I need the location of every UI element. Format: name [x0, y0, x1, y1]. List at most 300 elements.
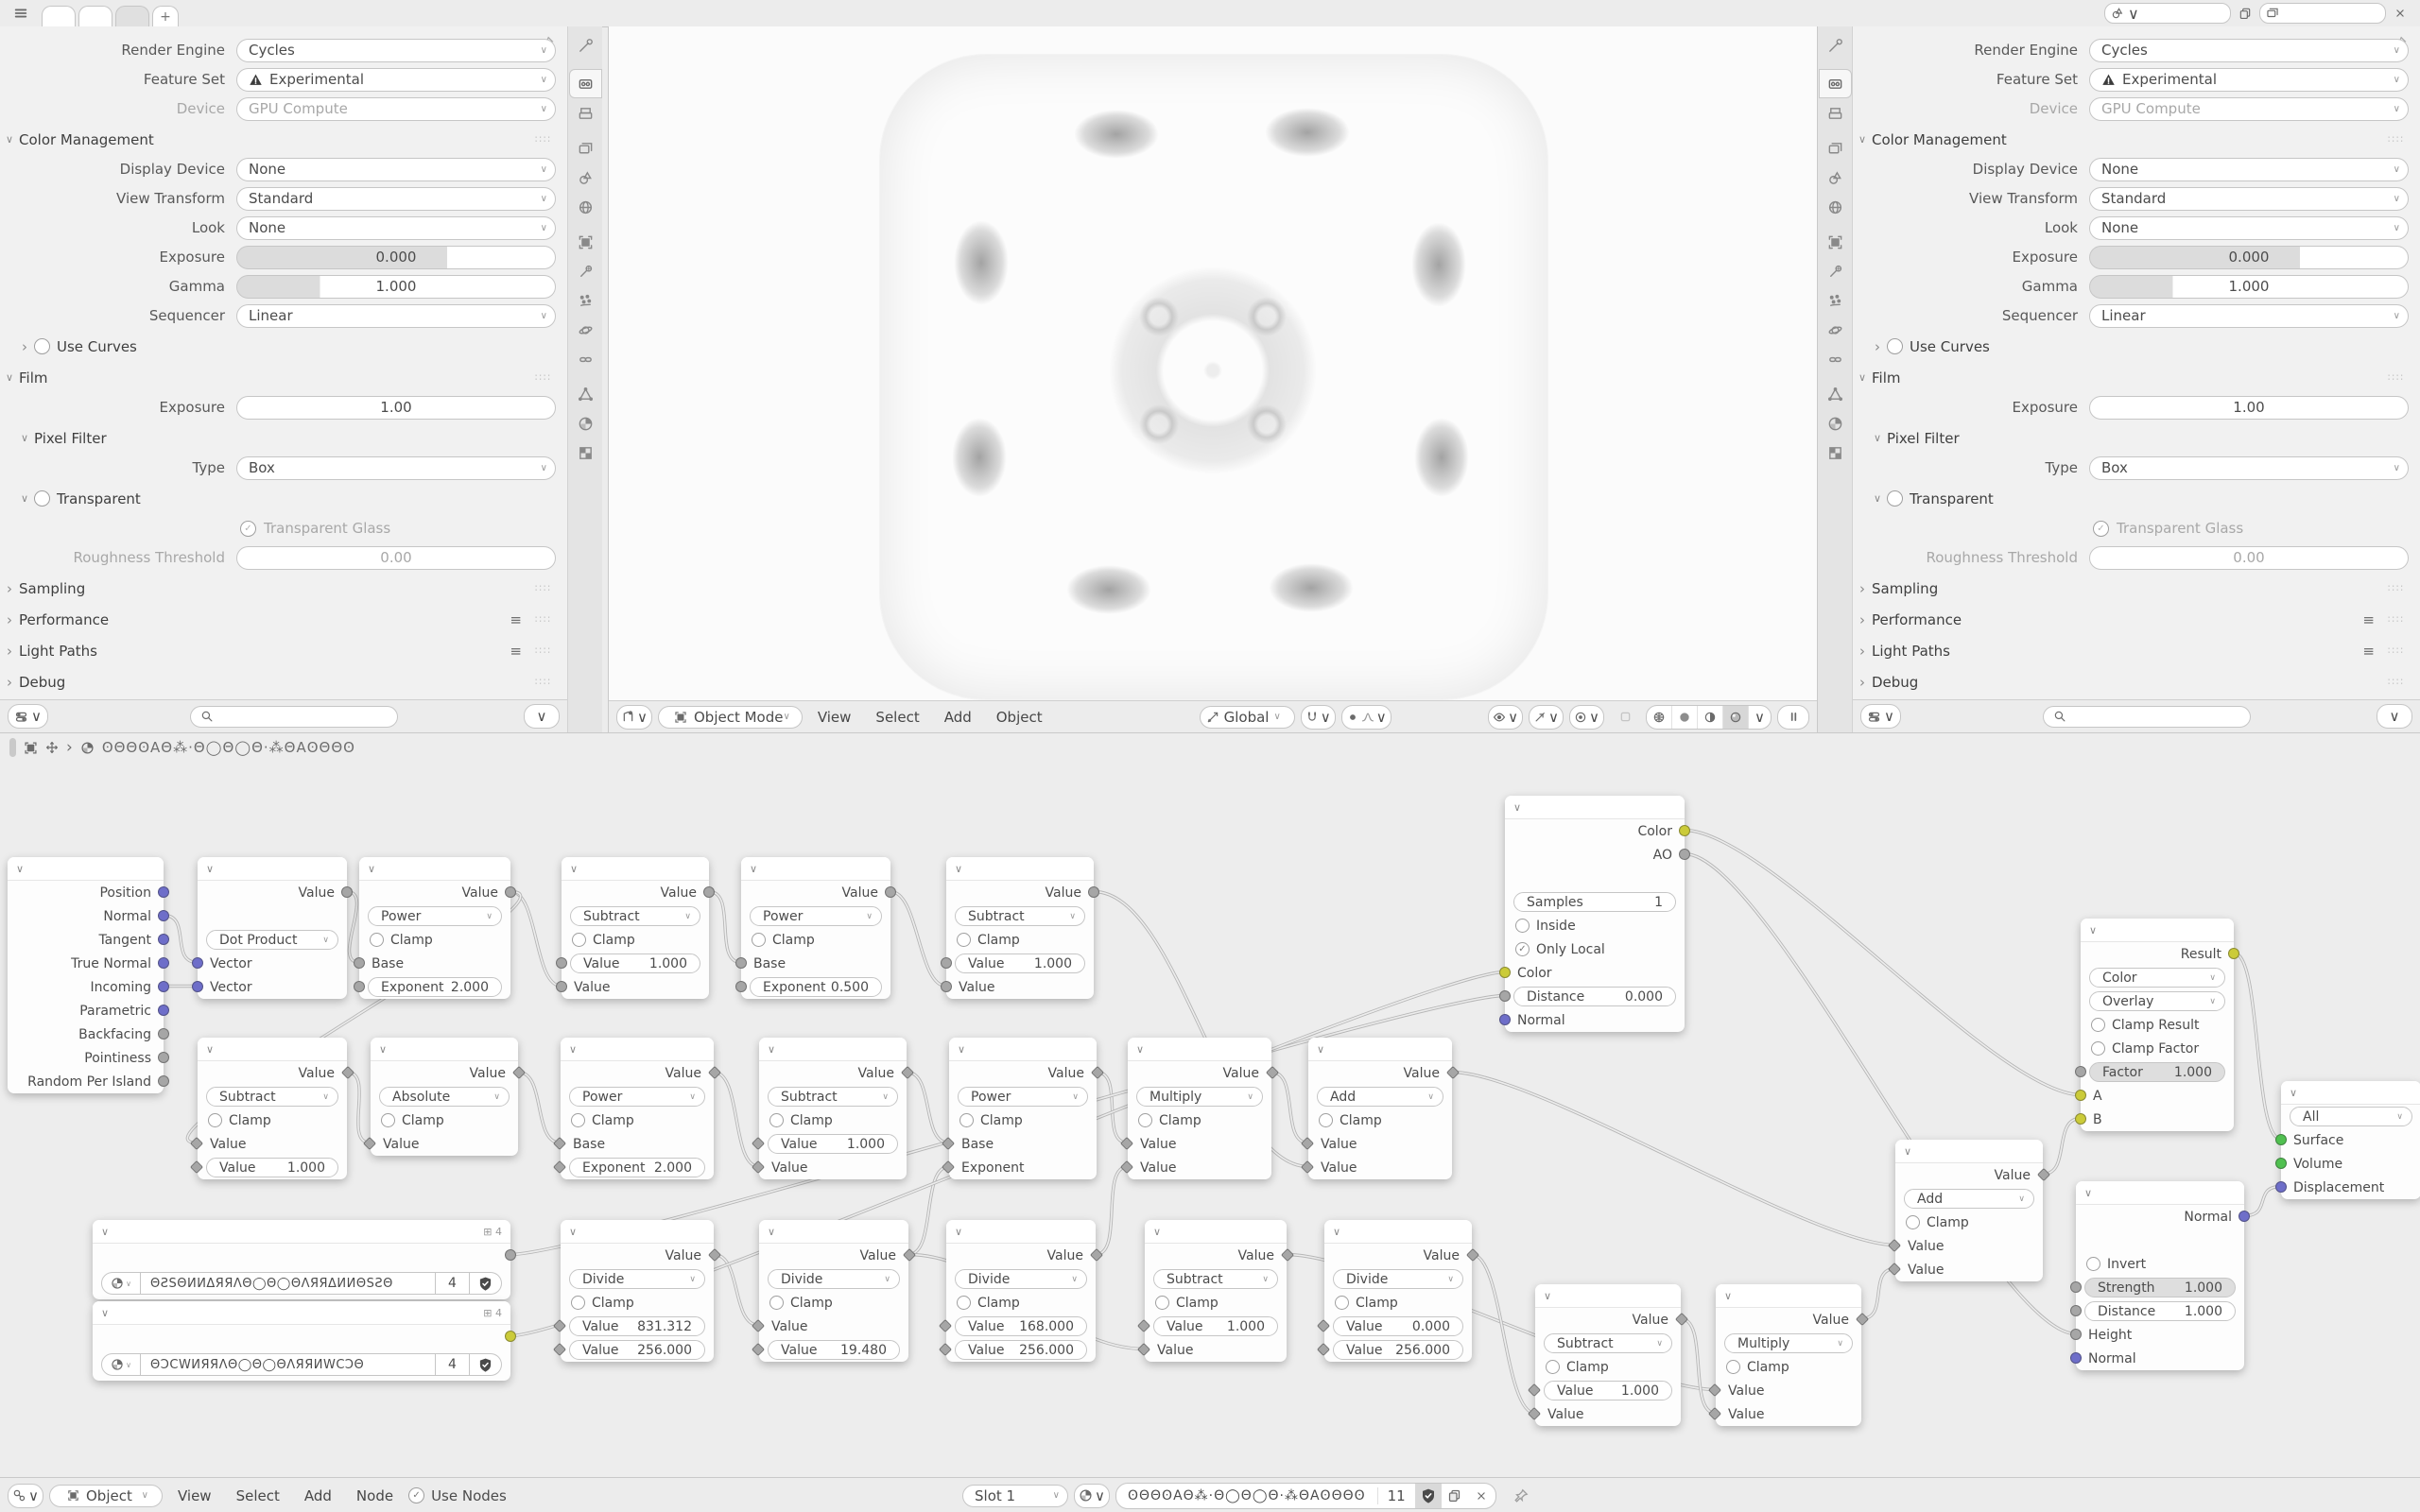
pin-icon[interactable]: [1513, 1488, 1529, 1503]
node-dropdown[interactable]: [570, 906, 700, 926]
property-slider[interactable]: [2089, 246, 2409, 269]
properties-tab-texture[interactable]: [570, 439, 601, 467]
node-divide_d[interactable]: [1324, 1220, 1472, 1362]
workspace-tab[interactable]: [78, 6, 112, 27]
property-dropdown[interactable]: [2089, 216, 2409, 240]
properties-tab-material[interactable]: [1820, 410, 1851, 438]
expand-button[interactable]: [2377, 704, 2412, 729]
property-dropdown[interactable]: [2089, 97, 2409, 121]
node-header[interactable]: [359, 857, 510, 881]
node-checkbox[interactable]: [2086, 1257, 2100, 1271]
node-checkbox[interactable]: [752, 933, 766, 947]
node-value-field[interactable]: [1544, 1381, 1672, 1400]
chevron-down-icon: ∨: [1072, 1091, 1079, 1102]
node-subtract_c[interactable]: [198, 1038, 347, 1179]
xray-toggle[interactable]: [1610, 706, 1640, 729]
node-db2[interactable]: [93, 1301, 510, 1381]
property-number[interactable]: [236, 546, 556, 570]
node-checkbox[interactable]: [2091, 1018, 2105, 1032]
node-checkbox[interactable]: [2091, 1041, 2105, 1056]
panel-toggle-use-curves[interactable]: [1853, 333, 2420, 360]
collapse-chevron-icon[interactable]: ∨: [1317, 1042, 1325, 1056]
collapse-chevron-icon[interactable]: ∨: [750, 862, 758, 875]
overlays-dropdown[interactable]: [1569, 705, 1604, 730]
collapse-chevron-icon[interactable]: ∨: [1724, 1289, 1733, 1302]
node-dropdown[interactable]: [955, 906, 1085, 926]
node-value-field[interactable]: [206, 1158, 338, 1177]
material-browse-button[interactable]: [1074, 1484, 1110, 1508]
collapse-chevron-icon[interactable]: ∨: [958, 1042, 966, 1056]
properties-tab-modifiers[interactable]: [570, 258, 601, 285]
property-dropdown[interactable]: [236, 456, 556, 480]
node-dropdown[interactable]: [768, 1087, 898, 1107]
properties-tab-particles[interactable]: [570, 287, 601, 315]
node-row: [759, 1061, 907, 1085]
node-subtract_f[interactable]: [1535, 1284, 1681, 1426]
editor-type-button[interactable]: [8, 1484, 43, 1508]
node-checkbox[interactable]: [957, 933, 971, 947]
checkbox[interactable]: [1887, 338, 1903, 354]
node-dropdown[interactable]: [2089, 991, 2225, 1011]
node-header[interactable]: [1505, 796, 1685, 819]
collapse-chevron-icon[interactable]: ∨: [955, 1225, 963, 1238]
node-subtract_e[interactable]: [1145, 1220, 1287, 1362]
checkbox[interactable]: [1887, 490, 1903, 507]
material-name[interactable]: ʘΘΘʘAΘ⁂·Θ◯Θ◯Θ·⁂ΘAʘΘΘʘ: [1127, 1487, 1366, 1503]
node-header[interactable]: [198, 1038, 347, 1061]
gizmos-dropdown[interactable]: [1529, 705, 1564, 730]
panel-header-light-paths[interactable]: [1853, 637, 2420, 664]
node-subtract_a[interactable]: [562, 857, 709, 999]
add-workspace-tab[interactable]: +: [152, 6, 179, 27]
panel-header-sampling[interactable]: [1853, 575, 2420, 602]
node-row: [1716, 1355, 1861, 1379]
proportional-editing-button[interactable]: [1341, 705, 1392, 730]
properties-editor-type-button[interactable]: [8, 704, 48, 729]
node-header[interactable]: [561, 1038, 714, 1061]
panel-header-color-management[interactable]: [0, 126, 567, 153]
property-label: Roughness Threshold: [73, 549, 225, 566]
collapse-chevron-icon[interactable]: ∨: [1904, 1144, 1912, 1158]
scene-selector[interactable]: [2104, 3, 2231, 24]
field-label: Value: [781, 1136, 818, 1152]
node-checkbox[interactable]: [1726, 1360, 1740, 1374]
properties-tab-output[interactable]: [1820, 100, 1851, 128]
node-value-field[interactable]: [1333, 1340, 1463, 1360]
node-dropdown[interactable]: [1153, 1269, 1278, 1289]
node-value-field[interactable]: [768, 1340, 900, 1360]
properties-tab-material[interactable]: [570, 410, 601, 438]
copy-icon[interactable]: [2238, 7, 2252, 20]
fake-user-shield-button[interactable]: [1415, 1484, 1442, 1508]
node-checkbox[interactable]: [769, 1296, 784, 1310]
properties-tab-tool[interactable]: [1820, 32, 1851, 60]
node-multiply_a[interactable]: [1128, 1038, 1271, 1179]
node-dropdown[interactable]: [569, 1269, 705, 1289]
panel-header-debug[interactable]: [0, 668, 567, 696]
node-checkbox[interactable]: [370, 933, 384, 947]
property-dropdown[interactable]: [2089, 39, 2409, 62]
node-value-field[interactable]: [955, 954, 1085, 973]
node-header[interactable]: [93, 1220, 510, 1244]
object-icon[interactable]: [24, 741, 38, 755]
collapse-chevron-icon[interactable]: ∨: [569, 1225, 578, 1238]
fake-user-shield-button[interactable]: [470, 1272, 502, 1295]
orientation-dropdown[interactable]: [1200, 706, 1295, 729]
properties-tab-scene[interactable]: [1820, 164, 1851, 192]
menu-hamburger-icon[interactable]: [13, 6, 28, 21]
collapse-chevron-icon[interactable]: ∨: [206, 1042, 215, 1056]
collapse-chevron-icon[interactable]: ∨: [768, 1042, 776, 1056]
panel-header-sampling[interactable]: [0, 575, 567, 602]
node-value-field[interactable]: [570, 954, 700, 973]
node-add_b[interactable]: [1895, 1140, 2043, 1281]
node-header[interactable]: [759, 1038, 907, 1061]
menu-object[interactable]: Object: [995, 708, 1043, 726]
node-dropdown[interactable]: [750, 906, 882, 926]
datablock-users-count[interactable]: 4: [436, 1353, 470, 1376]
datablock-browse-button[interactable]: [101, 1353, 141, 1376]
collapse-chevron-icon[interactable]: ∨: [1333, 1225, 1341, 1238]
node-dropdown[interactable]: [569, 1087, 705, 1107]
node-mix[interactable]: [2081, 919, 2234, 1131]
node-db1[interactable]: [93, 1220, 510, 1299]
node-checkbox[interactable]: [1906, 1215, 1920, 1229]
unlink-material-button[interactable]: [1467, 1489, 1495, 1503]
node-value-field[interactable]: [1153, 1316, 1278, 1336]
fake-user-shield-button[interactable]: [470, 1353, 502, 1376]
node-header[interactable]: [1716, 1284, 1861, 1308]
node-checkbox[interactable]: [959, 1113, 974, 1127]
property-dropdown[interactable]: [2089, 68, 2409, 92]
node-header[interactable]: [2081, 919, 2234, 942]
datablock-name-field[interactable]: ΘƧSΘИИΔЯЯΛΘ◯Θ◯ΘΛЯЯΔИИΘSƧΘ: [141, 1272, 436, 1295]
node-value-field[interactable]: [1513, 987, 1676, 1006]
collapse-chevron-icon[interactable]: ∨: [101, 1225, 110, 1238]
menu-add[interactable]: Add: [943, 708, 972, 726]
node-value-field[interactable]: [955, 1340, 1087, 1360]
editor-type-button[interactable]: [616, 705, 652, 730]
property-number[interactable]: [2089, 546, 2409, 570]
node-checkbox[interactable]: [957, 1296, 971, 1310]
datablock-name-field[interactable]: ΘƆCWИЯЯΛΘ◯Θ◯ΘΛЯЯИWCƆΘ: [141, 1353, 436, 1376]
properties-tab-view-layer[interactable]: [1820, 135, 1851, 163]
node-add_a[interactable]: [1308, 1038, 1452, 1179]
properties-tab-physics[interactable]: [570, 317, 601, 344]
node-dropdown[interactable]: [958, 1087, 1088, 1107]
workspace-tab[interactable]: [42, 6, 76, 27]
properties-tab-modifiers[interactable]: [1820, 258, 1851, 285]
panel-header-pixel-filter[interactable]: [0, 424, 567, 452]
collapse-chevron-icon[interactable]: ∨: [368, 862, 376, 875]
properties-tab-world[interactable]: [1820, 194, 1851, 221]
shading-material-preview[interactable]: [1698, 706, 1723, 729]
node-subtract_d[interactable]: [759, 1038, 907, 1179]
properties-tab-view-layer[interactable]: [570, 135, 601, 163]
properties-tab-object[interactable]: [1820, 229, 1851, 256]
shading-wireframe[interactable]: [1647, 706, 1672, 729]
panel-toggle-transparent[interactable]: [1853, 485, 2420, 512]
node-checkbox[interactable]: [572, 933, 586, 947]
slot-dropdown[interactable]: [962, 1485, 1068, 1507]
node-checkbox[interactable]: [571, 1296, 585, 1310]
node-dropdown[interactable]: [206, 930, 338, 950]
properties-tab-physics[interactable]: [1820, 317, 1851, 344]
node-subtract_b[interactable]: [946, 857, 1094, 999]
collapse-chevron-icon[interactable]: ∨: [1136, 1042, 1145, 1056]
node-value-field[interactable]: [569, 1158, 705, 1177]
node-header[interactable]: [2076, 1181, 2244, 1205]
collapse-chevron-icon[interactable]: ∨: [1513, 800, 1522, 814]
collapse-chevron-icon[interactable]: ∨: [569, 1042, 578, 1056]
node-power_c[interactable]: [561, 1038, 714, 1179]
node-value-field[interactable]: [768, 1134, 898, 1154]
move-icon[interactable]: [45, 741, 59, 754]
node-divide_c[interactable]: [946, 1220, 1096, 1362]
node-dropdown[interactable]: [955, 1269, 1087, 1289]
node-value-field[interactable]: [750, 977, 882, 997]
collapse-chevron-icon[interactable]: ∨: [16, 862, 25, 875]
node-divide_a[interactable]: [561, 1220, 714, 1362]
property-slider[interactable]: [236, 246, 556, 269]
shader-node-editor[interactable]: [0, 732, 2420, 1478]
properties-tab-particles[interactable]: [1820, 287, 1851, 315]
node-checkbox[interactable]: [381, 1113, 395, 1127]
property-dropdown[interactable]: [236, 304, 556, 328]
node-value-field[interactable]: [2089, 1062, 2225, 1082]
node-header[interactable]: [1324, 1220, 1472, 1244]
node-geometry[interactable]: [8, 857, 164, 1093]
node-header[interactable]: [741, 857, 890, 881]
node-value-field[interactable]: [569, 1316, 705, 1336]
collapse-chevron-icon[interactable]: ∨: [2290, 1086, 2298, 1099]
node-dot[interactable]: [198, 857, 347, 999]
node-dropdown[interactable]: [368, 906, 502, 926]
node-checkbox[interactable]: [1138, 1113, 1152, 1127]
node-dropdown[interactable]: [1317, 1087, 1443, 1107]
properties-tab-render[interactable]: [1819, 69, 1852, 98]
node-ao[interactable]: [1505, 796, 1685, 1032]
panel-header-performance[interactable]: [1853, 606, 2420, 633]
node-value-field[interactable]: [955, 1316, 1087, 1336]
node-output[interactable]: [2281, 1081, 2420, 1199]
node-header[interactable]: [8, 857, 164, 881]
checkbox-checked[interactable]: ✓: [2093, 521, 2109, 537]
property-row: [0, 245, 567, 269]
node-header[interactable]: [198, 857, 347, 881]
datablock-users-count[interactable]: 4: [436, 1272, 470, 1295]
node-header[interactable]: [561, 1220, 714, 1244]
node-header[interactable]: [2281, 1081, 2420, 1105]
properties-tab-object[interactable]: [570, 229, 601, 256]
node-checkbox[interactable]: [571, 1113, 585, 1127]
property-dropdown[interactable]: [236, 216, 556, 240]
panel-toggle-transparent[interactable]: [0, 485, 567, 512]
field-label: Exponent: [763, 979, 826, 995]
node-checkbox[interactable]: [1515, 919, 1530, 933]
node-value-field[interactable]: [2084, 1278, 2236, 1297]
property-dropdown[interactable]: [2089, 456, 2409, 480]
property-dropdown[interactable]: [2089, 158, 2409, 181]
collapse-chevron-icon[interactable]: ∨: [379, 1042, 388, 1056]
node-dropdown[interactable]: [206, 1087, 338, 1107]
datablock-browse-button[interactable]: [101, 1272, 141, 1295]
properties-tab-data[interactable]: [570, 381, 601, 408]
mode-dropdown[interactable]: [658, 706, 803, 729]
node-dropdown[interactable]: [1333, 1269, 1463, 1289]
node-header[interactable]: [371, 1038, 518, 1061]
panel-header-performance[interactable]: [0, 606, 567, 633]
node-checkbox[interactable]: [1155, 1296, 1169, 1310]
properties-tab-constraints[interactable]: [1820, 346, 1851, 373]
panel-toggle-use-curves[interactable]: [0, 333, 567, 360]
collapse-chevron-icon[interactable]: ∨: [101, 1306, 110, 1319]
shading-rendered[interactable]: [1723, 706, 1749, 729]
node-dropdown[interactable]: [1904, 1189, 2034, 1209]
node-power_d[interactable]: [949, 1038, 1097, 1179]
node-power_b[interactable]: [741, 857, 890, 999]
node-checkbox[interactable]: [1319, 1113, 1333, 1127]
property-dropdown[interactable]: [236, 68, 556, 92]
node-value-field[interactable]: [368, 977, 502, 997]
collapse-chevron-icon[interactable]: ∨: [1544, 1289, 1552, 1302]
node-divide_b[interactable]: [759, 1220, 908, 1362]
list-options-icon[interactable]: ≡: [2362, 610, 2375, 628]
use-nodes-toggle[interactable]: [408, 1478, 507, 1512]
node-checkbox[interactable]: ✓: [1515, 942, 1530, 956]
node-power_a[interactable]: [359, 857, 510, 999]
material-users-count[interactable]: 11: [1377, 1487, 1415, 1504]
checkbox[interactable]: [34, 338, 50, 354]
properties-editor-type-button[interactable]: [1860, 704, 1901, 729]
snap-button[interactable]: [1301, 705, 1336, 730]
visibility-dropdown[interactable]: [1488, 705, 1523, 730]
node-value-field[interactable]: [1333, 1316, 1463, 1336]
property-dropdown[interactable]: [236, 39, 556, 62]
menu-view[interactable]: View: [817, 708, 852, 726]
property-dropdown[interactable]: [236, 187, 556, 211]
node-header[interactable]: [93, 1301, 510, 1325]
node-value-field[interactable]: [1513, 892, 1676, 912]
node-header[interactable]: [1308, 1038, 1452, 1061]
node-checkbox[interactable]: [208, 1113, 222, 1127]
properties-tab-tool[interactable]: [570, 32, 601, 60]
workspace-tab[interactable]: [115, 6, 149, 27]
node-dropdown[interactable]: [1136, 1087, 1263, 1107]
properties-tab-world[interactable]: [570, 194, 601, 221]
menu-view[interactable]: View: [177, 1486, 212, 1504]
properties-tab-constraints[interactable]: [570, 346, 601, 373]
collapse-chevron-icon[interactable]: ∨: [1153, 1225, 1162, 1238]
field-value: 256.000: [637, 1342, 692, 1358]
shading-solid[interactable]: [1672, 706, 1698, 729]
property-row: [0, 303, 567, 328]
properties-tab-render[interactable]: [569, 69, 602, 98]
property-slider[interactable]: [236, 275, 556, 299]
expand-button[interactable]: [524, 704, 560, 729]
node-header[interactable]: [562, 857, 709, 881]
properties-tab-data[interactable]: [1820, 381, 1851, 408]
panel-header-light-paths[interactable]: [0, 637, 567, 664]
properties-tab-texture[interactable]: [1820, 439, 1851, 467]
viewport-3d[interactable]: [608, 26, 1818, 732]
copy-material-button[interactable]: [1442, 1488, 1467, 1503]
collapse-chevron-icon[interactable]: ∨: [570, 862, 579, 875]
property-slider[interactable]: [2089, 275, 2409, 299]
pause-render-button[interactable]: [1777, 705, 1809, 730]
node-header[interactable]: [1895, 1140, 2043, 1163]
panel-header-film[interactable]: [0, 364, 567, 391]
node-header[interactable]: [759, 1220, 908, 1244]
list-options-icon[interactable]: ≡: [510, 610, 522, 628]
collapse-chevron-icon[interactable]: ∨: [2084, 1186, 2093, 1199]
node-bump[interactable]: [2076, 1181, 2244, 1370]
view-layer-selector[interactable]: [2259, 3, 2386, 24]
node-header[interactable]: [946, 1220, 1096, 1244]
node-header[interactable]: [1535, 1284, 1681, 1308]
list-options-icon[interactable]: ≡: [2362, 642, 2375, 660]
collapse-chevron-icon[interactable]: ∨: [206, 862, 215, 875]
node-dropdown[interactable]: [1724, 1333, 1853, 1353]
property-dropdown[interactable]: [236, 97, 556, 121]
collapse-chevron-icon[interactable]: ∨: [955, 862, 963, 875]
node-dropdown[interactable]: [1544, 1333, 1672, 1353]
list-options-icon[interactable]: ≡: [510, 642, 522, 660]
property-dropdown[interactable]: [2089, 304, 2409, 328]
property-number[interactable]: [2089, 396, 2409, 420]
collapse-chevron-icon[interactable]: ∨: [768, 1225, 776, 1238]
node-header[interactable]: [949, 1038, 1097, 1061]
node-dropdown[interactable]: [2290, 1107, 2412, 1126]
node-absolute[interactable]: [371, 1038, 518, 1156]
menu-select[interactable]: Select: [235, 1486, 280, 1504]
property-dropdown[interactable]: [2089, 187, 2409, 211]
node-value-field[interactable]: [2084, 1301, 2236, 1321]
shader-type-dropdown[interactable]: [49, 1485, 163, 1507]
properties-search-input[interactable]: [2043, 706, 2251, 728]
collapse-chevron-icon[interactable]: ∨: [2089, 923, 2098, 936]
panel-header-film[interactable]: [1853, 364, 2420, 391]
property-dropdown[interactable]: [236, 158, 556, 181]
node-dropdown[interactable]: [379, 1087, 510, 1107]
socket-label: Value: [841, 885, 878, 901]
properties-tab-scene[interactable]: [570, 164, 601, 192]
node-value-field[interactable]: [569, 1340, 705, 1360]
property-number[interactable]: [236, 396, 556, 420]
node-header[interactable]: [1128, 1038, 1271, 1061]
node-checkbox[interactable]: [1335, 1296, 1349, 1310]
menu-add[interactable]: Add: [303, 1486, 332, 1504]
node-header[interactable]: [946, 857, 1094, 881]
checkbox[interactable]: [34, 490, 50, 507]
checkbox-checked[interactable]: ✓: [240, 521, 256, 537]
node-dropdown[interactable]: [768, 1269, 900, 1289]
properties-search-input[interactable]: [190, 706, 398, 728]
properties-tab-output[interactable]: [570, 100, 601, 128]
node-multiply_b[interactable]: [1716, 1284, 1861, 1426]
menu-node[interactable]: Node: [355, 1486, 394, 1504]
node-checkbox[interactable]: [769, 1113, 784, 1127]
drag-dots-icon: ∷∷: [2388, 644, 2405, 657]
panel-header-color-management[interactable]: [1853, 126, 2420, 153]
node-dropdown[interactable]: [2089, 968, 2225, 988]
node-header[interactable]: [1145, 1220, 1287, 1244]
panel-header-pixel-filter[interactable]: [1853, 424, 2420, 452]
panel-header-debug[interactable]: [1853, 668, 2420, 696]
node-checkbox[interactable]: [1546, 1360, 1560, 1374]
close-icon[interactable]: [2394, 7, 2407, 20]
menu-select[interactable]: Select: [875, 708, 920, 726]
